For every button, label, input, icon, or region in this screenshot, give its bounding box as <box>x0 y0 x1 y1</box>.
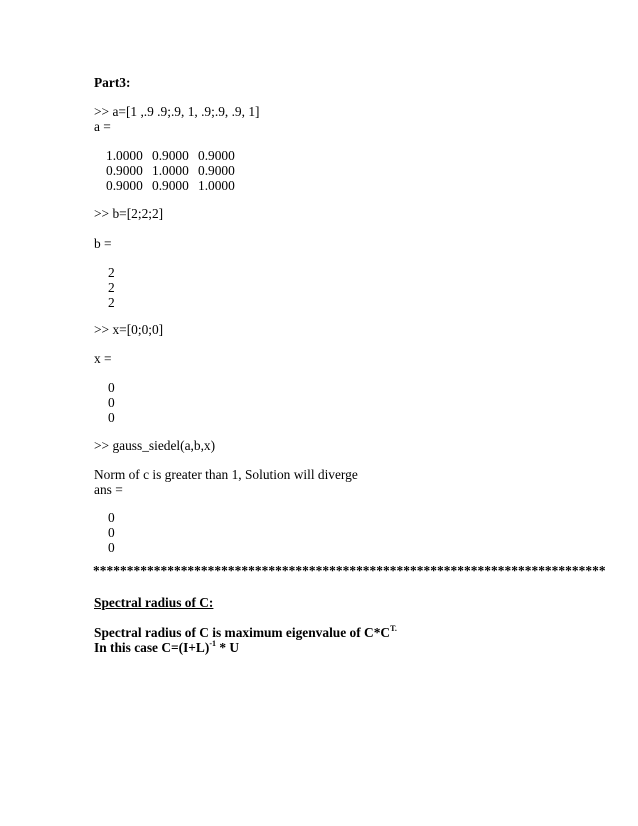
vector-entry: 2 <box>108 280 115 295</box>
vector-ans <box>108 510 115 555</box>
b-output-label: b = <box>94 236 112 251</box>
command-define-a: >> a=[1 ,.9 .9;.9, 1, .9;.9, .9, 1] <box>94 104 260 119</box>
matrix-cell: 0.9000 <box>152 148 189 163</box>
transpose-superscript: T. <box>390 624 397 633</box>
command-gauss-siedel: >> gauss_siedel(a,b,x) <box>94 438 216 453</box>
vector-entry: 0 <box>108 380 115 395</box>
spectral-definition-text: Spectral radius of C is maximum eigenvalue of C*C <box>94 625 391 640</box>
vector-x <box>108 380 115 425</box>
matrix-cell: 0.9000 <box>198 163 235 178</box>
matrix-cell: 1.0000 <box>198 178 235 193</box>
x-output-label: x = <box>94 351 112 366</box>
vector-b <box>108 265 115 310</box>
vector-entry: 2 <box>108 265 115 280</box>
matrix-a <box>106 148 244 193</box>
vector-entry: 0 <box>108 410 115 425</box>
divergence-message: Norm of c is greater than 1, Solution will diverge <box>94 467 358 482</box>
a-output-label: a = <box>94 119 111 134</box>
matrix-cell: 1.0000 <box>106 148 143 163</box>
vector-entry: 0 <box>108 540 115 555</box>
command-define-x: >> x=[0;0;0] <box>94 322 164 337</box>
command-define-b: >> b=[2;2;2] <box>94 206 164 221</box>
matrix-cell: 0.9000 <box>106 163 143 178</box>
inverse-superscript: -1 <box>209 639 216 648</box>
matrix-a-row <box>106 163 244 178</box>
spectral-radius-definition <box>94 625 397 640</box>
matrix-cell: 1.0000 <box>152 163 189 178</box>
spectral-radius-heading: Spectral radius of C: <box>94 595 214 610</box>
vector-entry: 0 <box>108 525 115 540</box>
asterisk-separator: **************************************************************************** <box>93 563 606 578</box>
c-definition-tail: * U <box>216 640 240 655</box>
matrix-cell: 0.9000 <box>198 148 235 163</box>
vector-entry: 0 <box>108 510 115 525</box>
ans-output-label: ans = <box>94 482 123 497</box>
matrix-a-row <box>106 178 244 193</box>
part3-heading: Part3: <box>94 75 131 90</box>
vector-entry: 2 <box>108 295 115 310</box>
c-definition-text: In this case C=(I+L) <box>94 640 210 655</box>
matrix-cell: 0.9000 <box>106 178 143 193</box>
c-matrix-definition <box>94 640 239 655</box>
matrix-a-row <box>106 148 244 163</box>
matrix-cell: 0.9000 <box>152 178 189 193</box>
vector-entry: 0 <box>108 395 115 410</box>
